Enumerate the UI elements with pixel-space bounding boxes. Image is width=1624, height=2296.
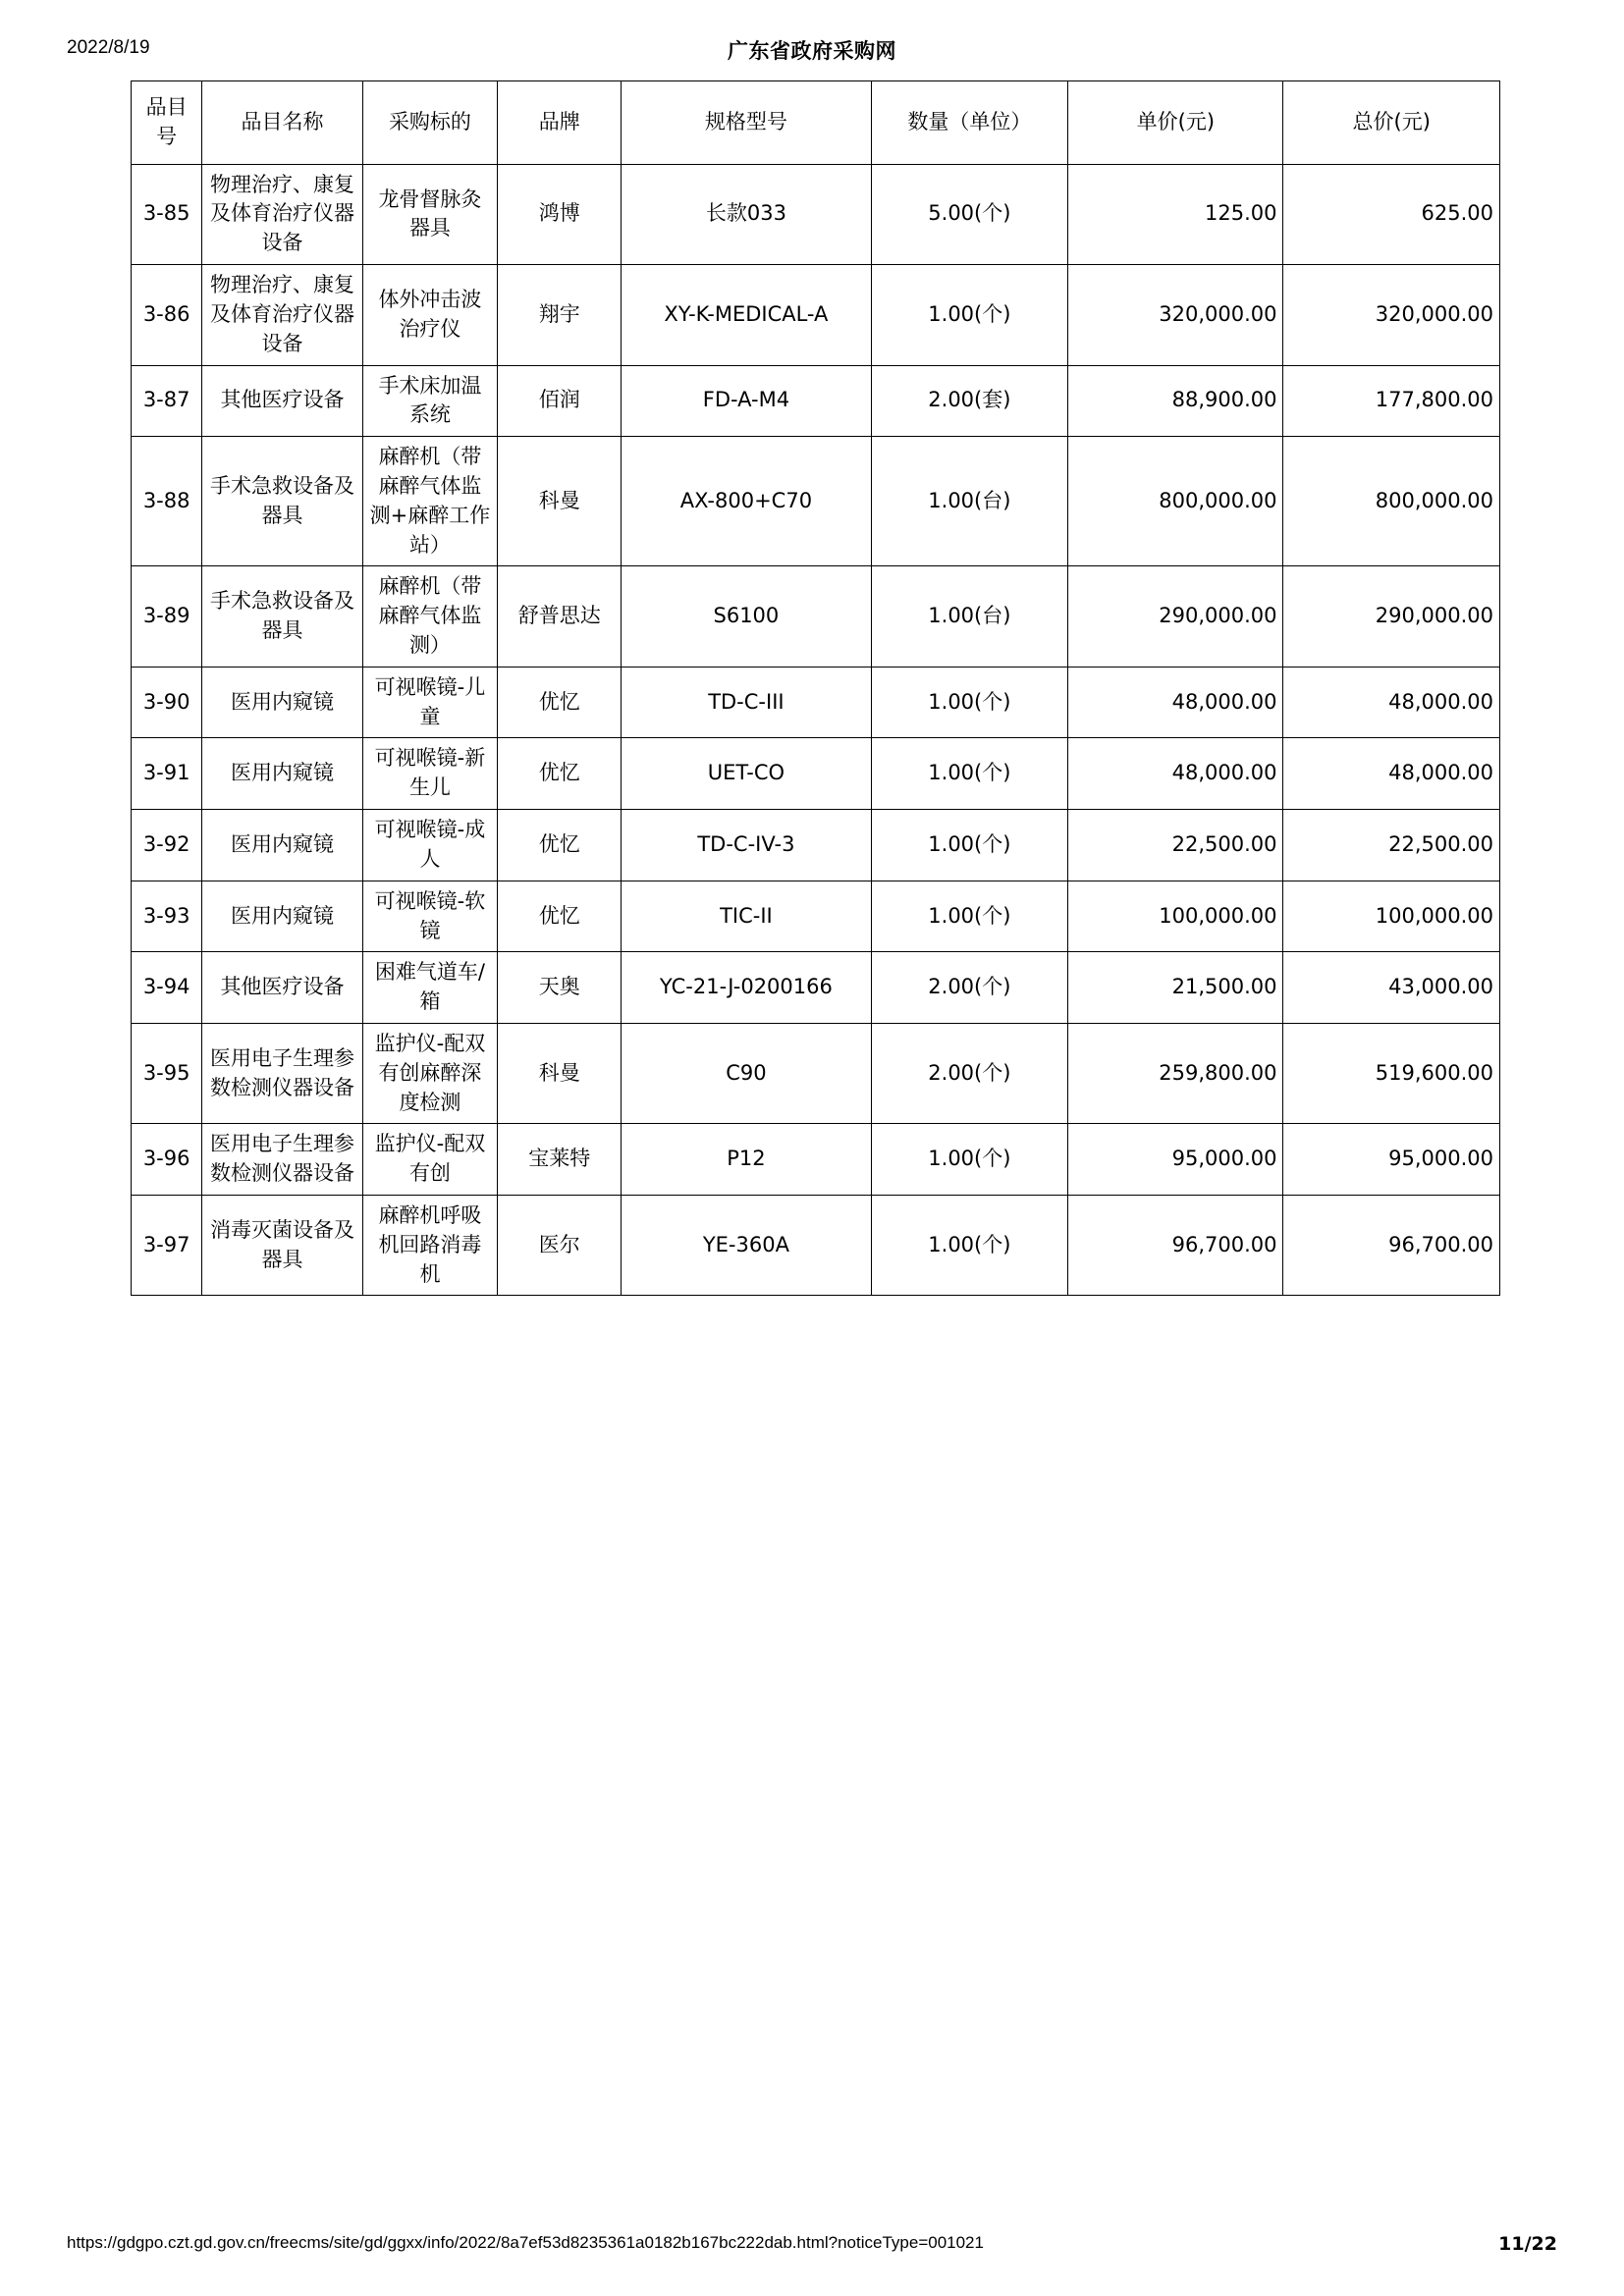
- cell-total-price: 800,000.00: [1283, 437, 1500, 566]
- column-header-brand: 品牌: [498, 81, 622, 165]
- cell-subject: 困难气道车/箱: [362, 952, 498, 1024]
- cell-total-price: 177,800.00: [1283, 365, 1500, 437]
- cell-item-no: 3-90: [132, 667, 202, 738]
- cell-subject: 龙骨督脉灸器具: [362, 164, 498, 264]
- cell-item-no: 3-91: [132, 738, 202, 810]
- cell-item-no: 3-97: [132, 1196, 202, 1296]
- cell-item-no: 3-89: [132, 566, 202, 667]
- cell-quantity: 1.00(个): [871, 1124, 1068, 1196]
- cell-unit-price: 22,500.00: [1068, 810, 1283, 881]
- cell-item-no: 3-95: [132, 1023, 202, 1123]
- cell-subject: 可视喉镜-成人: [362, 810, 498, 881]
- table-row: [132, 881, 1500, 952]
- cell-item-no: 3-85: [132, 164, 202, 264]
- cell-unit-price: 125.00: [1068, 164, 1283, 264]
- table-row: [132, 1124, 1500, 1196]
- table-row: [132, 164, 1500, 264]
- cell-model: 长款033: [622, 164, 871, 264]
- cell-total-price: 625.00: [1283, 164, 1500, 264]
- cell-total-price: 48,000.00: [1283, 738, 1500, 810]
- cell-brand: 优忆: [498, 738, 622, 810]
- cell-model: YE-360A: [622, 1196, 871, 1296]
- column-header-total-price: 总价(元): [1283, 81, 1500, 165]
- table-row: [132, 667, 1500, 738]
- cell-brand: 宝莱特: [498, 1124, 622, 1196]
- cell-unit-price: 96,700.00: [1068, 1196, 1283, 1296]
- cell-item-name: 其他医疗设备: [202, 952, 362, 1024]
- cell-unit-price: 88,900.00: [1068, 365, 1283, 437]
- cell-subject: 麻醉机呼吸机回路消毒机: [362, 1196, 498, 1296]
- cell-brand: 优忆: [498, 881, 622, 952]
- cell-brand: 优忆: [498, 810, 622, 881]
- column-header-quantity: 数量（单位）: [871, 81, 1068, 165]
- cell-subject: 可视喉镜-新生儿: [362, 738, 498, 810]
- table-body: [132, 164, 1500, 1296]
- cell-total-price: 43,000.00: [1283, 952, 1500, 1024]
- cell-subject: 可视喉镜-软镜: [362, 881, 498, 952]
- cell-total-price: 100,000.00: [1283, 881, 1500, 952]
- procurement-table: [131, 80, 1500, 1296]
- cell-item-no: 3-92: [132, 810, 202, 881]
- cell-item-no: 3-93: [132, 881, 202, 952]
- cell-quantity: 2.00(个): [871, 1023, 1068, 1123]
- cell-total-price: 95,000.00: [1283, 1124, 1500, 1196]
- cell-item-name: 医用内窥镜: [202, 881, 362, 952]
- cell-unit-price: 259,800.00: [1068, 1023, 1283, 1123]
- cell-quantity: 1.00(个): [871, 738, 1068, 810]
- cell-quantity: 2.00(套): [871, 365, 1068, 437]
- cell-quantity: 5.00(个): [871, 164, 1068, 264]
- cell-model: AX-800+C70: [622, 437, 871, 566]
- header-date: 2022/8/19: [67, 37, 150, 58]
- cell-unit-price: 290,000.00: [1068, 566, 1283, 667]
- cell-model: YC-21-J-0200166: [622, 952, 871, 1024]
- cell-subject: 监护仪-配双有创麻醉深度检测: [362, 1023, 498, 1123]
- cell-unit-price: 95,000.00: [1068, 1124, 1283, 1196]
- cell-item-name: 医用电子生理参数检测仪器设备: [202, 1023, 362, 1123]
- cell-total-price: 519,600.00: [1283, 1023, 1500, 1123]
- cell-unit-price: 48,000.00: [1068, 738, 1283, 810]
- column-header-unit-price: 单价(元): [1068, 81, 1283, 165]
- cell-item-name: 其他医疗设备: [202, 365, 362, 437]
- cell-unit-price: 320,000.00: [1068, 265, 1283, 365]
- cell-subject: 监护仪-配双有创: [362, 1124, 498, 1196]
- footer-source-url: https://gdgpo.czt.gd.gov.cn/freecms/site/gd/ggxx/info/2022/8a7ef53d8235361a0182b167bc222dab.html?noticeType=001021: [67, 2233, 984, 2252]
- cell-unit-price: 100,000.00: [1068, 881, 1283, 952]
- page-footer: [0, 2233, 1624, 2259]
- table-row: [132, 810, 1500, 881]
- cell-unit-price: 800,000.00: [1068, 437, 1283, 566]
- table-row: [132, 738, 1500, 810]
- cell-model: S6100: [622, 566, 871, 667]
- table-row: [132, 265, 1500, 365]
- cell-total-price: 22,500.00: [1283, 810, 1500, 881]
- cell-unit-price: 48,000.00: [1068, 667, 1283, 738]
- cell-brand: 科曼: [498, 437, 622, 566]
- page-header: [0, 37, 1624, 65]
- cell-item-name: 手术急救设备及器具: [202, 566, 362, 667]
- cell-subject: 手术床加温系统: [362, 365, 498, 437]
- cell-model: FD-A-M4: [622, 365, 871, 437]
- cell-quantity: 1.00(个): [871, 881, 1068, 952]
- table-row: [132, 1023, 1500, 1123]
- cell-item-no: 3-87: [132, 365, 202, 437]
- cell-quantity: 2.00(个): [871, 952, 1068, 1024]
- table-row: [132, 365, 1500, 437]
- cell-item-no: 3-88: [132, 437, 202, 566]
- table-row: [132, 437, 1500, 566]
- cell-brand: 科曼: [498, 1023, 622, 1123]
- cell-brand: 鸿博: [498, 164, 622, 264]
- cell-quantity: 1.00(台): [871, 437, 1068, 566]
- table-row: [132, 566, 1500, 667]
- cell-unit-price: 21,500.00: [1068, 952, 1283, 1024]
- cell-item-name: 医用电子生理参数检测仪器设备: [202, 1124, 362, 1196]
- cell-item-no: 3-96: [132, 1124, 202, 1196]
- cell-total-price: 96,700.00: [1283, 1196, 1500, 1296]
- cell-brand: 翔宇: [498, 265, 622, 365]
- column-header-item-no: 品目号: [132, 81, 202, 165]
- cell-item-name: 物理治疗、康复及体育治疗仪器设备: [202, 265, 362, 365]
- cell-item-no: 3-94: [132, 952, 202, 1024]
- cell-total-price: 48,000.00: [1283, 667, 1500, 738]
- column-header-model: 规格型号: [622, 81, 871, 165]
- cell-subject: 麻醉机（带麻醉气体监测）: [362, 566, 498, 667]
- table-header-row: [132, 81, 1500, 165]
- cell-item-name: 消毒灭菌设备及器具: [202, 1196, 362, 1296]
- cell-quantity: 1.00(个): [871, 667, 1068, 738]
- cell-model: TD-C-IV-3: [622, 810, 871, 881]
- cell-item-no: 3-86: [132, 265, 202, 365]
- cell-brand: 医尔: [498, 1196, 622, 1296]
- table-row: [132, 952, 1500, 1024]
- footer-page-number: 11/22: [1498, 2233, 1557, 2255]
- cell-brand: 优忆: [498, 667, 622, 738]
- table-row: [132, 1196, 1500, 1296]
- cell-model: C90: [622, 1023, 871, 1123]
- cell-model: XY-K-MEDICAL-A: [622, 265, 871, 365]
- cell-brand: 舒普思达: [498, 566, 622, 667]
- cell-model: UET-CO: [622, 738, 871, 810]
- cell-item-name: 医用内窥镜: [202, 738, 362, 810]
- cell-subject: 体外冲击波治疗仪: [362, 265, 498, 365]
- cell-total-price: 290,000.00: [1283, 566, 1500, 667]
- cell-item-name: 手术急救设备及器具: [202, 437, 362, 566]
- cell-model: P12: [622, 1124, 871, 1196]
- cell-model: TIC-II: [622, 881, 871, 952]
- cell-brand: 佰润: [498, 365, 622, 437]
- column-header-subject: 采购标的: [362, 81, 498, 165]
- cell-quantity: 1.00(台): [871, 566, 1068, 667]
- column-header-item-name: 品目名称: [202, 81, 362, 165]
- cell-brand: 天奥: [498, 952, 622, 1024]
- cell-subject: 麻醉机（带麻醉气体监测+麻醉工作站）: [362, 437, 498, 566]
- header-site-title: 广东省政府采购网: [728, 39, 896, 63]
- cell-item-name: 医用内窥镜: [202, 810, 362, 881]
- cell-item-name: 医用内窥镜: [202, 667, 362, 738]
- cell-model: TD-C-III: [622, 667, 871, 738]
- cell-quantity: 1.00(个): [871, 1196, 1068, 1296]
- cell-total-price: 320,000.00: [1283, 265, 1500, 365]
- cell-quantity: 1.00(个): [871, 810, 1068, 881]
- cell-item-name: 物理治疗、康复及体育治疗仪器设备: [202, 164, 362, 264]
- cell-quantity: 1.00(个): [871, 265, 1068, 365]
- cell-subject: 可视喉镜-儿童: [362, 667, 498, 738]
